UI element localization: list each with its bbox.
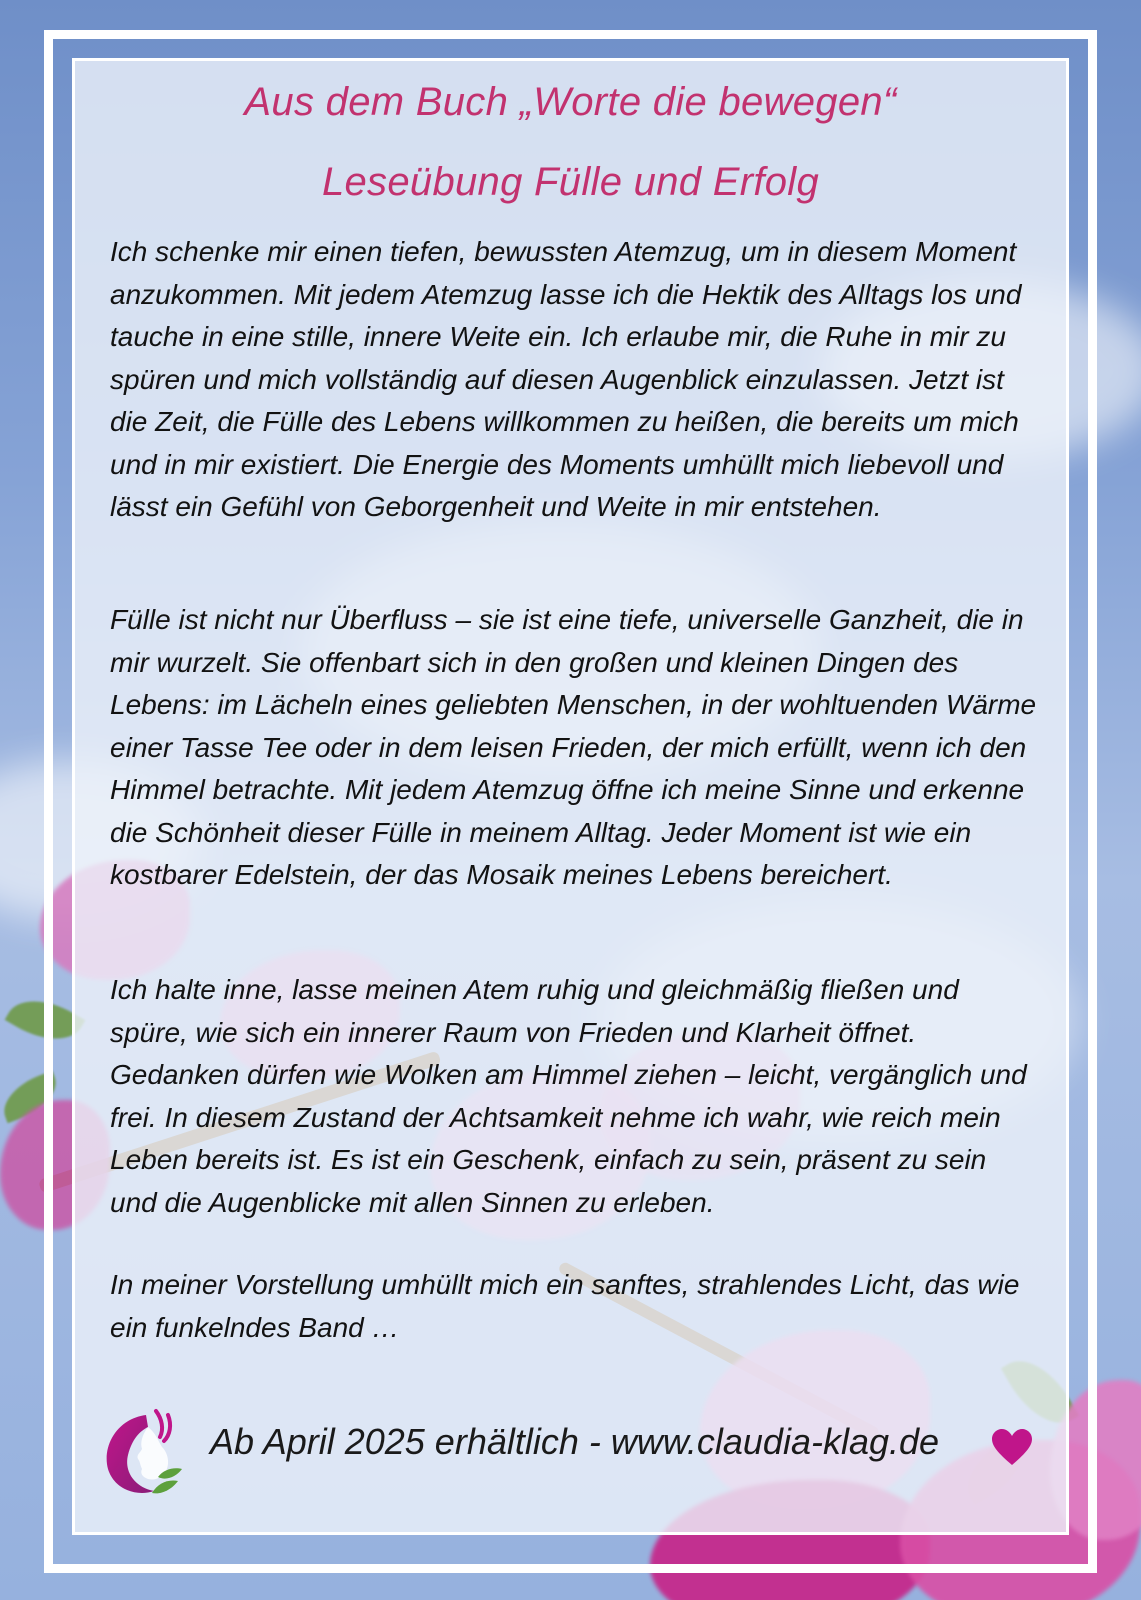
paragraph-3: Ich halte inne, lasse meinen Atem ruhig und gleichmäßig fließen und spüre, wie sich ein innerer Raum von Frieden und Klarheit öffnet. Gedanken dürfen wie Wolken am Himmel ziehen – leicht, vergänglich und frei. In diesem Zustand der Achtsamkeit nehme ich wahr, wie reich mein Leben bereits ist. Es ist ein Geschenk, einfach zu sein, präsent zu sein und die Augenblicke mit allen Sinnen zu erleben. [110, 974, 1027, 1218]
woman-profile-logo-icon [96, 1407, 186, 1499]
availability-text: Ab April 2025 erhältlich - www.claudia-klag.de [210, 1421, 940, 1462]
page-title: Aus dem Buch „Worte die bewegen“ [244, 80, 897, 124]
page-subtitle: Leseübung Fülle und Erfolg [321, 160, 820, 204]
footer [92, 1403, 1052, 1503]
paragraph-4: In meiner Vorstellung umhüllt mich ein sanftes, strahlendes Licht, das wie ein funkelndes Band … [110, 1269, 1020, 1343]
paragraph-2: Fülle ist nicht nur Überfluss – sie ist eine tiefe, universelle Ganzheit, die in mir wurzelt. Sie offenbart sich in den großen und kleinen Dingen des Lebens: im Lächeln eines geliebten Menschen, in der wohltuenden Wärme einer Tasse Tee oder in dem leisen Frieden, der mich erfüllt, wenn ich den Himmel betrachte. Mit jedem Atemzug öffne ich meine Sinne und erkenne die Schönheit dieser Fülle in meinem Alltag. Jeder Moment ist wie ein kostbarer Edelstein, der das Mosaik meines Lebens bereichert. [110, 604, 1037, 890]
page-content [72, 58, 1069, 1535]
heart-icon [992, 1429, 1032, 1467]
paragraph-1: Ich schenke mir einen tiefen, bewussten Atemzug, um in diesem Moment anzukommen. Mit jedem Atemzug lasse ich die Hektik des Alltags los und tauche in eine stille, innere Weite ein. Ich erlaube mir, die Ruhe in mir zu spüren und mich vollständig auf diesen Augenblick einzulassen. Jetzt ist die Zeit, die Fülle des Lebens willkommen zu heißen, die bereits um mich und in mir existiert. Die Energie des Moments umhüllt mich liebevoll und lässt ein Gefühl von Geborgenheit und Weite in mir entstehen. [110, 236, 1022, 522]
